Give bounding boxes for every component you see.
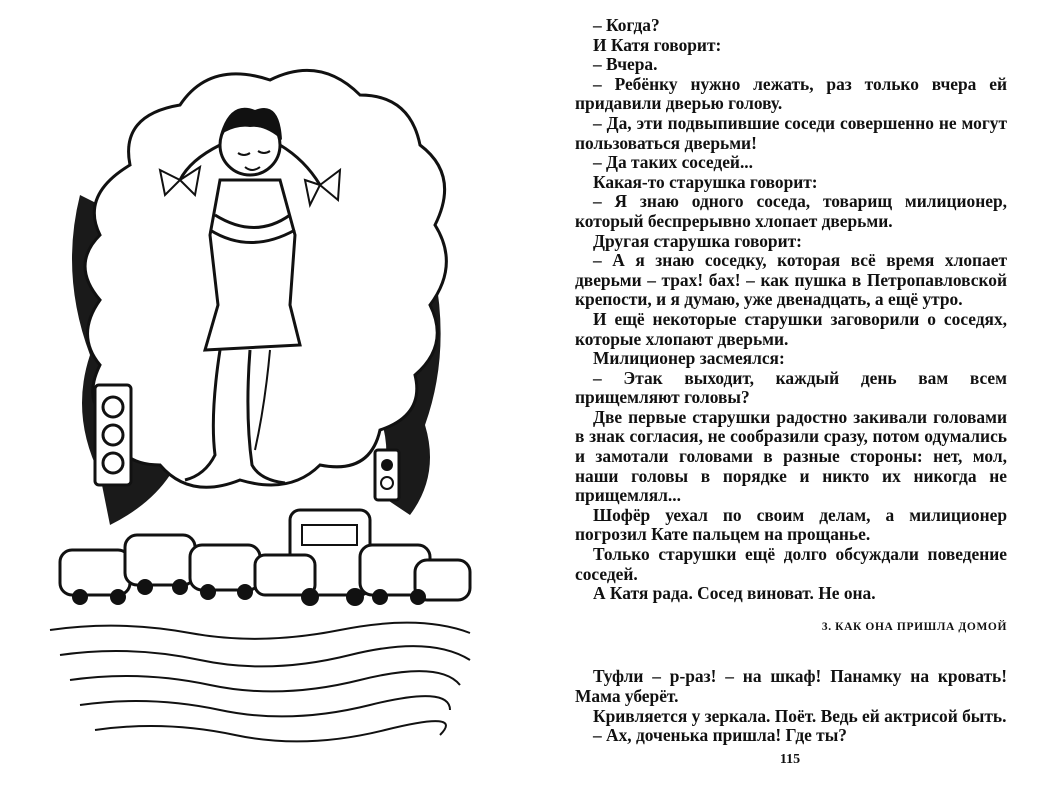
illustration-girl-on-cloud — [40, 55, 480, 745]
page-number: 115 — [779, 752, 801, 767]
paragraph: Какая-то старушка говорит: — [593, 171, 818, 192]
paragraph: – Да таких соседей... — [593, 152, 753, 173]
paragraph: – Вчера. — [593, 54, 658, 75]
paragraph: – Ребёнку нужно лежать, раз только вчера ей придавили дверью голову. — [575, 73, 1007, 114]
paragraph: – Когда? — [593, 15, 660, 35]
paragraph: И ещё некоторые старушки заговорили о соседях, которые хлопают дверьми. — [575, 308, 1007, 349]
paragraph: Кривляется у зеркала. Поёт. Ведь ей актрисой быть. — [593, 705, 1007, 726]
paragraph: Другая старушка говорит: — [593, 230, 802, 251]
paragraph: – Я знаю одного соседа, товарищ милиционер, который беспрерывно хлопает дверьми. — [575, 191, 1007, 231]
section-heading: 3. КАК ОНА ПРИШЛА ДОМОЙ — [821, 620, 1007, 633]
paragraph: – А я знаю соседку, которая всё время хлопает дверьми – трах! бах! – как пушка в Петропавловской крепости, и я думаю, уже двенадцать, а ещё утро. — [575, 250, 1007, 310]
paragraph: Туфли – р-раз! – на шкаф! Панамку на кровать! Мама уберёт. — [575, 666, 1007, 706]
paragraph: Шофёр уехал по своим делам, а милиционер погрозил Кате пальцем на прощанье. — [575, 504, 1007, 545]
paragraph: Только старушки ещё долго обсуждали поведение соседей. — [575, 544, 1007, 584]
paragraph: – Этак выходит, каждый день вам всем прищемляют головы? — [575, 367, 1007, 408]
paragraph: – Да, эти подвыпившие соседи совершенно не могут пользоваться дверьми! — [575, 112, 1007, 153]
paragraph: Милиционер засмеялся: — [593, 348, 785, 369]
paragraph: И Катя говорит: — [593, 34, 722, 55]
paragraph: Две первые старушки радостно закивали головами в знак согласия, не сообразили сразу, потом одумались и замотали головами в разные стороны: нет, мол, наши головы в порядке и никто их никогда не прищемлял... — [575, 406, 1007, 506]
paragraph: А Катя рада. Сосед виноват. Не она. — [593, 583, 876, 604]
illustration-drawing — [40, 55, 480, 745]
text-column — [575, 16, 1007, 746]
paragraph: – Ах, доченька пришла! Где ты? — [593, 725, 847, 746]
